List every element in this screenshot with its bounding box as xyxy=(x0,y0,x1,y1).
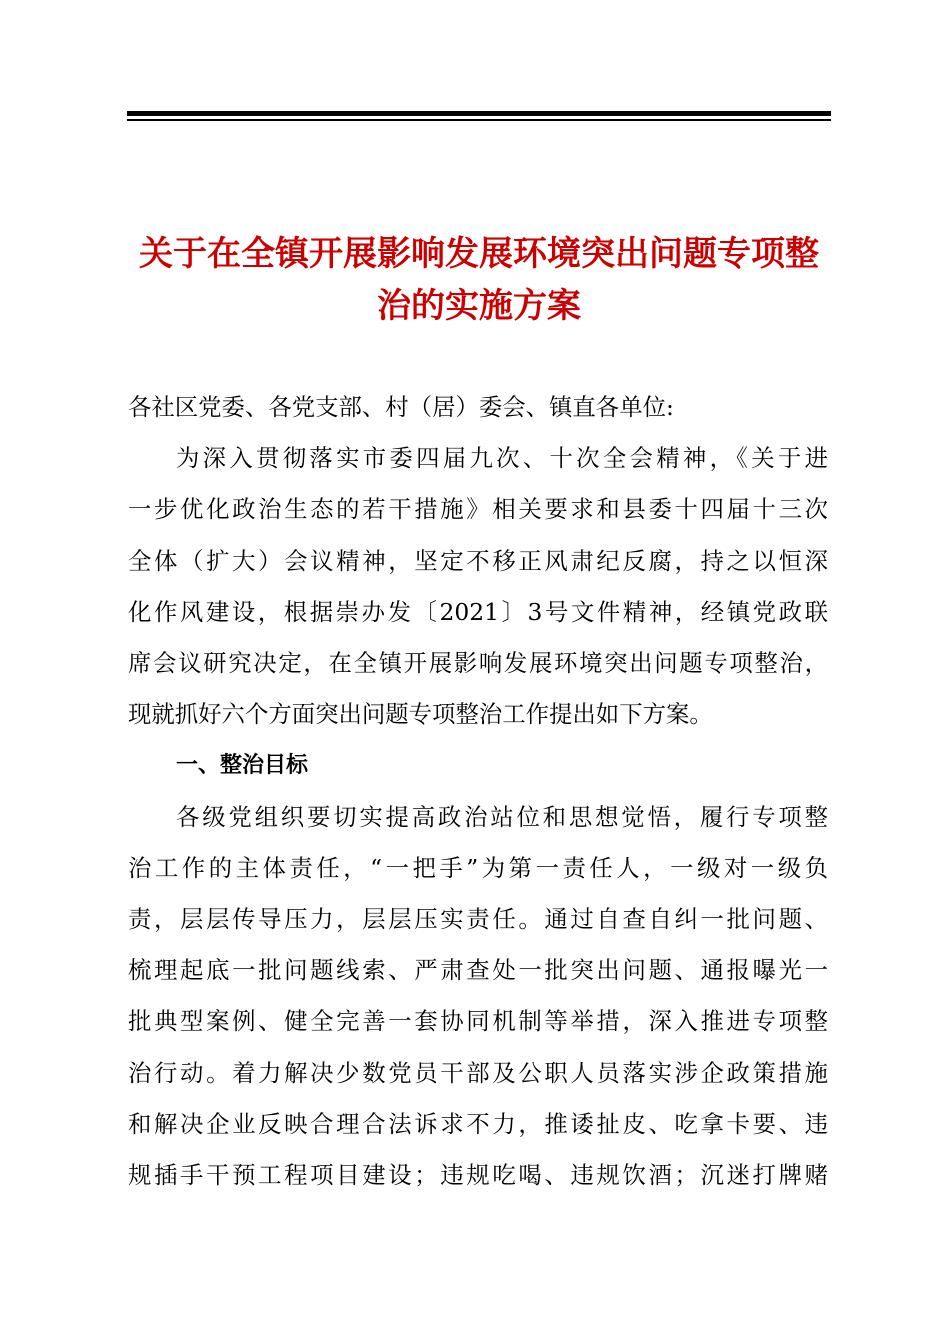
paragraph1-line: 席会议研究决定，在全镇开展影响发展环境突出问题专项整治， xyxy=(128,649,828,678)
paragraph1-line: 全体（扩大）会议精神，坚定不移正风肃纪反腐，持之以恒深 xyxy=(128,546,828,575)
paragraph2-line: 梳理起底一批问题线索、严肃查处一批突出问题、通报曝光一 xyxy=(128,956,828,985)
paragraph1-line: 现就抓好六个方面突出问题专项整治工作提出如下方案。 xyxy=(128,700,713,729)
paragraph2-line: 治工作的主体责任，“一把手”为第一责任人，一级对一级负 xyxy=(128,853,828,882)
paragraph2-line: 规插手干预工程项目建设；违规吃喝、违规饮酒；沉迷打牌赌 xyxy=(128,1161,828,1190)
paragraph1-line: 为深入贯彻落实市委四届九次、十次全会精神，《关于进 xyxy=(176,444,828,473)
salutation: 各社区党委、各党支部、村（居）委会、镇直各单位: xyxy=(128,393,674,421)
section-heading: 一、整治目标 xyxy=(176,753,309,779)
paragraph1-line: 化作风建设，根据崇办发〔2021〕3号文件精神，经镇党政联 xyxy=(128,597,828,626)
paragraph2-line: 治行动。着力解决少数党员干部及公职人员落实涉企政策措施 xyxy=(128,1058,828,1087)
header-rule-thick xyxy=(127,111,831,116)
paragraph2-line: 责，层层传导压力，层层压实责任。通过自查自纠一批问题、 xyxy=(128,905,828,934)
header-rule-thin xyxy=(127,119,831,121)
title-line-2: 治的实施方案 xyxy=(377,286,581,326)
title-line-1: 关于在全镇开展影响发展环境突出问题专项整 xyxy=(139,234,819,274)
document-body xyxy=(128,382,828,1201)
paragraph2-line: 各级党组织要切实提高政治站位和思想觉悟，履行专项整 xyxy=(176,802,828,831)
paragraph1-line: 一步优化政治生态的若干措施》相关要求和县委十四届十三次 xyxy=(128,495,828,524)
paragraph2-line: 批典型案例、健全完善一套协同机制等举措，深入推进专项整 xyxy=(128,1007,828,1036)
document-title xyxy=(118,228,840,332)
paragraph2-line: 和解决企业反映合理合法诉求不力，推诿扯皮、吃拿卡要、违 xyxy=(128,1109,828,1138)
